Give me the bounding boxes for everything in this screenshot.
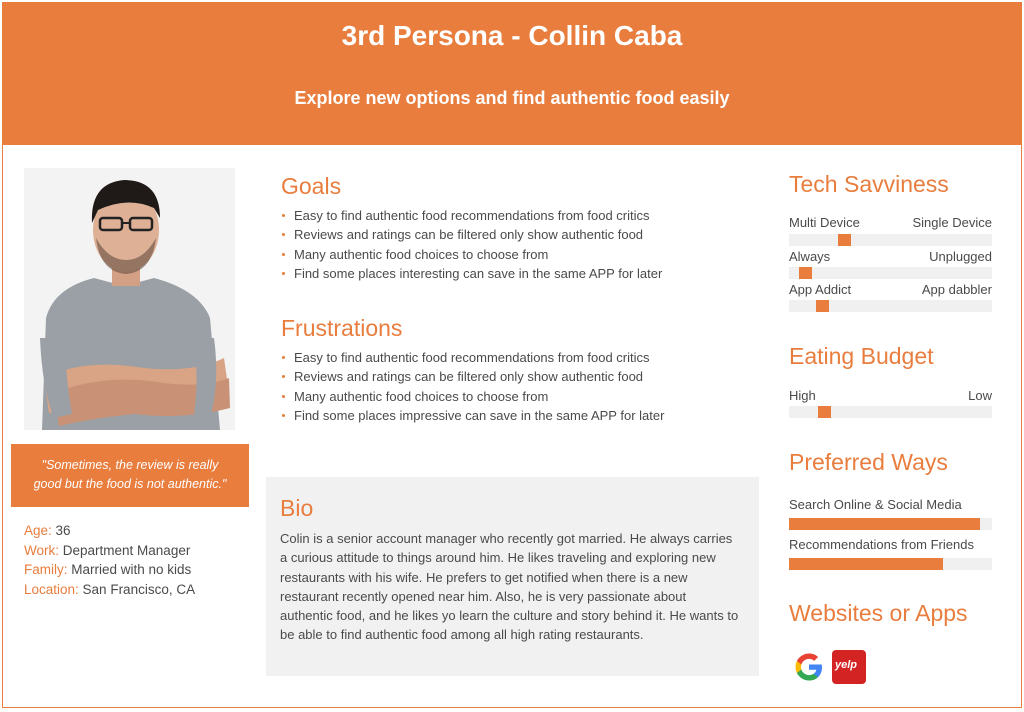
goal-item: Find some places interesting can save in the same APP for later xyxy=(281,264,662,283)
fact-location xyxy=(24,580,195,600)
tech-title: Tech Savviness xyxy=(789,171,949,197)
goals-title: Goals xyxy=(281,173,342,199)
goal-item: Reviews and ratings can be filtered only show authentic food xyxy=(281,225,662,244)
yelp-icon xyxy=(832,650,866,684)
scale-marker xyxy=(838,234,851,246)
fact-family xyxy=(24,560,195,580)
way-bar-fill xyxy=(789,558,943,570)
scale-left-label: Always xyxy=(789,249,831,264)
scale-right-label: Single Device xyxy=(912,215,992,230)
fact-age xyxy=(24,521,195,541)
fact-work xyxy=(24,541,195,561)
frustrations-title: Frustrations xyxy=(281,315,403,341)
fact-label: Family: xyxy=(24,562,68,577)
scale-left-label: Multi Device xyxy=(789,215,860,230)
scale-right-label: Unplugged xyxy=(929,249,992,264)
goal-item: Many authentic food choices to choose from xyxy=(281,245,662,264)
frustration-item: Reviews and ratings can be filtered only show authentic food xyxy=(281,367,664,386)
fact-label: Age: xyxy=(24,523,52,538)
scale-track xyxy=(789,406,992,418)
fact-value: Department Manager xyxy=(59,542,191,558)
budget-title: Eating Budget xyxy=(789,343,934,369)
apps-title: Websites or Apps xyxy=(789,600,968,626)
ways-title: Preferred Ways xyxy=(789,449,948,475)
fact-label: Work: xyxy=(24,542,60,558)
persona-photo xyxy=(24,168,235,430)
scale-track xyxy=(789,267,992,279)
way-bar xyxy=(789,518,992,530)
way-label: Recommendations from Friends xyxy=(789,537,974,552)
scale-right-label: App dabbler xyxy=(921,282,992,297)
google-icon xyxy=(792,650,826,684)
fact-value: 36 xyxy=(51,523,71,538)
scale-marker xyxy=(818,406,831,418)
fact-value: San Francisco, CA xyxy=(78,581,196,597)
fact-label: Location: xyxy=(24,581,79,597)
frustrations-list xyxy=(281,348,664,425)
page-subtitle: Explore new options and find authentic food easily xyxy=(294,88,730,108)
persona-facts xyxy=(24,521,195,599)
quote-line-2: good but the food is not authentic." xyxy=(33,477,227,491)
frustration-item: Many authentic food choices to choose from xyxy=(281,387,664,406)
scale-marker xyxy=(799,267,812,279)
goal-item: Easy to find authentic food recommendations from food critics xyxy=(281,206,662,225)
quote-line-1: "Sometimes, the review is really xyxy=(41,458,219,472)
scale-track xyxy=(789,234,992,246)
scale-marker xyxy=(816,300,829,312)
yelp-logo-text: yelp xyxy=(835,659,858,671)
way-bar-fill xyxy=(789,518,980,530)
page-title: 3rd Persona - Collin Caba xyxy=(341,20,683,51)
way-label: Search Online & Social Media xyxy=(789,497,962,512)
scale-right-label: Low xyxy=(968,388,992,403)
fact-value: Married with no kids xyxy=(67,562,192,577)
scale-left-label: App Addict xyxy=(789,282,852,297)
scale-track xyxy=(789,300,992,312)
bio-text: Colin is a senior account manager who recently got married. He always carries a curious attitude to things around him. He likes traveling and exploring new restaurants with his wife. He prefers to get notified when there is a new restaurant recently opened near him. Also, he is very passionate about authentic food, and he likes yo learn the culture and story behind it. He wants to be able to find authentic food among all high rating restaurants. xyxy=(280,531,739,643)
way-bar xyxy=(789,558,992,570)
goals-list xyxy=(281,206,662,283)
bio-title: Bio xyxy=(280,495,314,521)
persona-quote xyxy=(11,444,249,507)
frustration-item: Easy to find authentic food recommendations from food critics xyxy=(281,348,664,367)
frustration-item: Find some places impressive can save in the same APP for later xyxy=(281,406,664,425)
scale-left-label: High xyxy=(789,388,816,403)
